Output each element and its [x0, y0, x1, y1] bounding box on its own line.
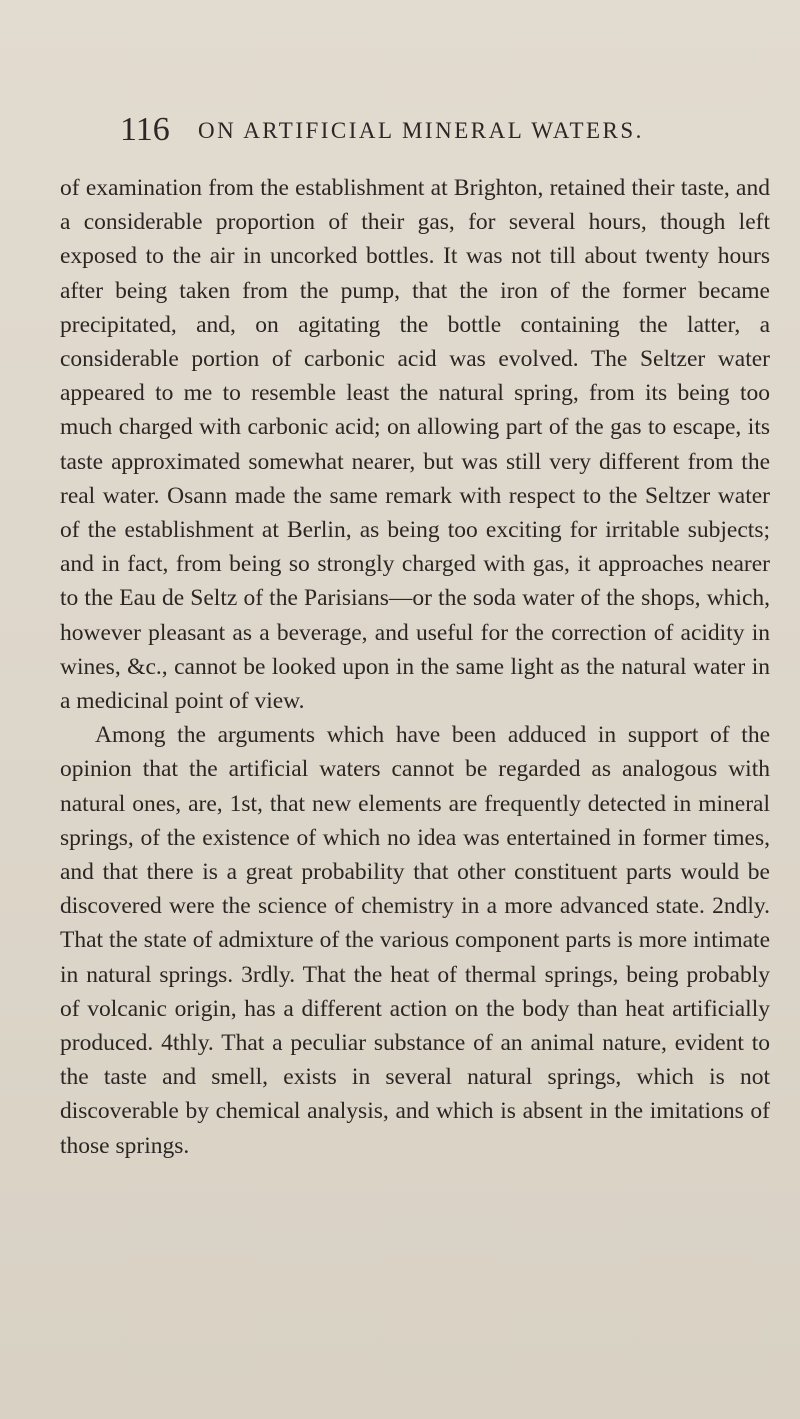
paragraph-arguments: Among the arguments which have been adduced in support of the opinion that the artificial waters cannot be regarded as analogous with natural ones, are, 1st, that new elements are frequently detected in mineral springs, of the existence of which no idea was entertained in former times, and that there is a great probability that other constituent parts would be discovered were the science of chemistry in a more advanced state. 2ndly. That the state of admixture of the various component parts is more intimate in natural springs. 3rdly. That the heat of thermal springs, being probably of volcanic origin, has a different action on the body than heat artificially produced. 4thly. That a peculiar substance of an animal nature, evident to the taste and smell, exists in several natural springs, which is not discoverable by chemical analysis, and which is absent in the imitations of those springs.: [60, 722, 770, 1159]
paragraph-continued: of examination from the establishment at Brighton, retained their taste, and a considerable proportion of their gas, for several hours, though left exposed to the air in uncorked bottles. It was not till about twenty hours after being taken from the pump, that the iron of the former became precipitated, and, on agitating the bottle containing the latter, a considerable portion of carbonic acid was evolved. The Seltzer water appeared to me to resemble least the natural spring, from its being too much charged with carbonic acid; on allowing part of the gas to escape, its taste approximated somewhat nearer, but was still very different from the real water. Osann made the same remark with respect to the Seltzer water of the establishment at Berlin, as being too exciting for irritable subjects; and in fact, from being so strongly charged with gas, it approaches nearer to the Eau de Seltz of the Parisians—or the soda water of the shops, which, however pleasant as a beverage, and useful for the correction of acidity in wines, &c., cannot be looked upon in the same light as the natural water in a medicinal point of view.: [60, 175, 770, 715]
body-text: [60, 171, 770, 1163]
page-number: 116: [120, 111, 170, 148]
page-header: [120, 110, 760, 150]
running-head: ON ARTIFICIAL MINERAL WATERS.: [198, 118, 644, 143]
